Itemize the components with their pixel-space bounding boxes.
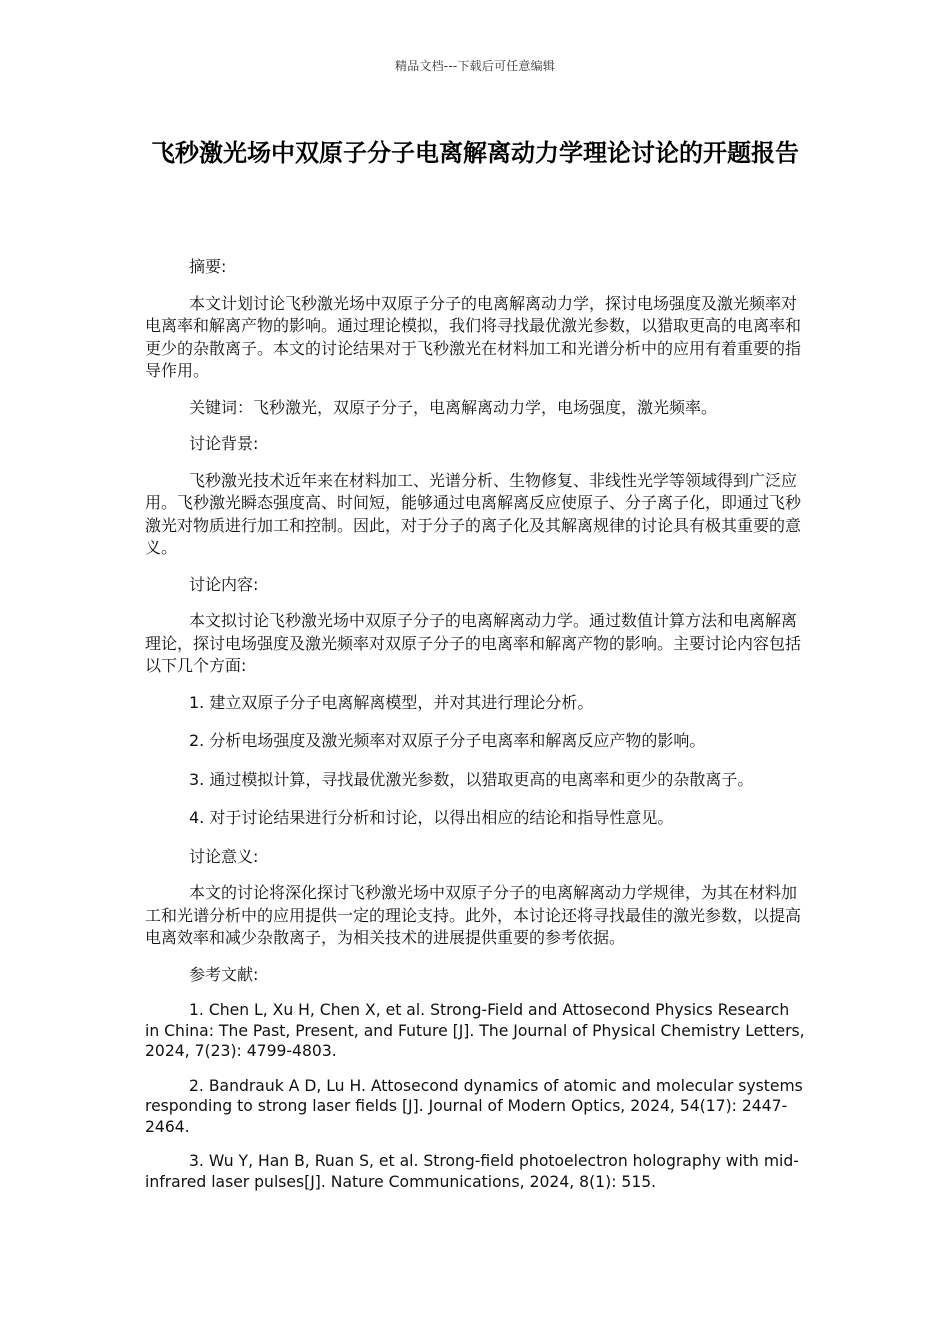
- content-text: 本文拟讨论飞秒激光场中双原子分子的电离解离动力学。通过数值计算方法和电离解离理论，探讨电场强度及激光频率对双原子分子的电离率和解离产物的影响。主要讨论内容包括以下几个方面:: [145, 611, 802, 675]
- reference-item: 1. Chen L, Xu H, Chen X, et al. Strong-Field and Attosecond Physics Research in China: The Past, Present, and Future [J]. The Journal of Physical Chemistry Letters, 2024, 7(23): 4799-4803.: [145, 1001, 805, 1060]
- document-body: [145, 256, 807, 1206]
- header-note: 精品文档---下载后可任意编辑: [395, 59, 555, 73]
- content-item: 3. 通过模拟计算，寻找最优激光参数，以猎取更高的电离率和更少的杂散离子。: [189, 769, 754, 789]
- background-text: 飞秒激光技术近年来在材料加工、光谱分析、生物修复、非线性光学等领域得到广泛应用。飞秒激光瞬态强度高、时间短，能够通过电离解离反应使原子、分子离子化，即通过飞秒激光对物质进行加工和控制。因此，对于分子的离子化及其解离规律的讨论具有极其重要的意义。: [145, 470, 802, 557]
- abstract-heading: 摘要:: [189, 257, 227, 276]
- content-heading: 讨论内容:: [189, 574, 259, 594]
- background-heading: 讨论背景:: [189, 434, 259, 453]
- document-title: 飞秒激光场中双原子分子电离解离动力学理论讨论的开题报告: [151, 139, 799, 167]
- reference-item: 2. Bandrauk A D, Lu H. Attosecond dynamics of atomic and molecular systems responding to strong laser fields [J]. Journal of Modern Optics, 2024, 54(17): 2447-2464.: [145, 1076, 803, 1136]
- reference-item: 3. Wu Y, Han B, Ruan S, et al. Strong-field photoelectron holography with mid-infrared laser pulses[J]. Nature Communications, 2024, 8(1): 515.: [145, 1152, 799, 1191]
- significance-text: 本文的讨论将深化探讨飞秒激光场中双原子分子的电离解离动力学规律，为其在材料加工和光谱分析中的应用提供一定的理论支持。此外，本讨论还将寻找最佳的激光参数，以提高电离效率和减少杂散离子，为相关技术的进展提供重要的参考依据。: [145, 883, 802, 947]
- content-item: 2. 分析电场强度及激光频率对双原子分子电离率和解离反应产物的影响。: [189, 731, 706, 750]
- abstract-text: 本文计划讨论飞秒激光场中双原子分子的电离解离动力学，探讨电场强度及激光频率对电离率和解离产物的影响。通过理论模拟，我们将寻找最优激光参数，以猎取更高的电离率和更少的杂散离子。本文的讨论结果对于飞秒激光在材料加工和光谱分析中的应用有着重要的指导作用。: [145, 293, 802, 380]
- keywords: 关键词：飞秒激光，双原子分子，电离解离动力学，电场强度，激光频率。: [189, 397, 718, 417]
- content-item: 1. 建立双原子分子电离解离模型，并对其进行理论分析。: [189, 692, 594, 712]
- content-item: 4. 对于讨论结果进行分析和讨论，以得出相应的结论和指导性意见。: [189, 808, 674, 827]
- significance-heading: 讨论意义:: [189, 846, 259, 866]
- references-heading: 参考文献:: [189, 964, 259, 984]
